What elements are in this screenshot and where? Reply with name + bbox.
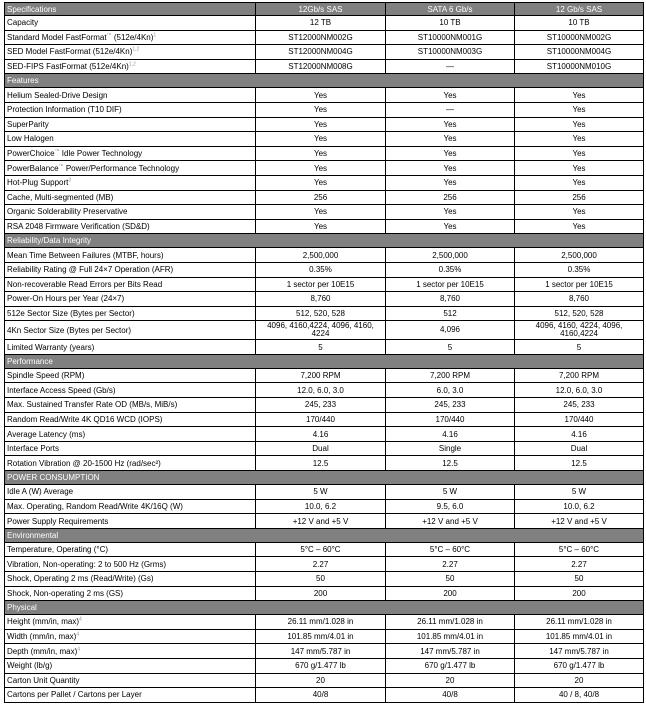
spec-value-col1: 0.35% [256, 262, 386, 277]
spec-label-cell [5, 219, 256, 234]
spec-value-col2: 20 [386, 673, 515, 688]
spec-label-cell [5, 615, 256, 630]
spec-value-col3: 147 mm/5.787 in [515, 644, 644, 659]
spec-label: Random Read/Write 4K QD16 WCD (IOPS) [7, 414, 163, 424]
spec-value-col1: Yes [256, 161, 386, 176]
spec-label: SED Model FastFormat (512e/4Kn) [7, 47, 133, 57]
spec-row-rotation-vibration-20-1500-hz-rad-sec [5, 456, 644, 471]
specifications-table [4, 2, 644, 703]
section-title: Reliability/Data Integrity [5, 234, 644, 248]
spec-value-col3: Dual [515, 441, 644, 456]
spec-label: Depth (mm/in, max) [7, 646, 78, 656]
spec-value-col2: 2,500,000 [386, 248, 515, 263]
spec-label-cell [5, 340, 256, 355]
spec-label-cell [5, 321, 256, 340]
spec-value-col3: 4096, 4160, 4224, 4096, 4160,4224 [515, 321, 644, 340]
spec-value-col2: 147 mm/5.787 in [386, 644, 515, 659]
header-specifications: Specifications [5, 3, 256, 16]
spec-value-col2: 256 [386, 190, 515, 205]
spec-value-col3: 245, 233 [515, 398, 644, 413]
spec-value-col1: Yes [256, 132, 386, 147]
spec-value-col1: 26.11 mm/1.028 in [256, 615, 386, 630]
spec-label: Max. Sustained Transfer Rate OD (MB/s, MiB/s) [7, 400, 178, 410]
spec-label-cell [5, 658, 256, 673]
spec-value-col3: 170/440 [515, 412, 644, 427]
spec-value-col2: 5 W [386, 485, 515, 500]
spec-value-col2: 4,096 [386, 321, 515, 340]
spec-value-col3: Yes [515, 88, 644, 103]
spec-value-col2: 5°C – 60°C [386, 542, 515, 557]
header-sata-6gbs: SATA 6 Gb/s [386, 3, 515, 16]
spec-value-col1: Dual [256, 441, 386, 456]
spec-value-col1: +12 V and +5 V [256, 514, 386, 529]
spec-value-col3: 200 [515, 586, 644, 601]
spec-value-col2: 8,760 [386, 292, 515, 307]
spec-value-col3: 12.5 [515, 456, 644, 471]
spec-value-col3: Yes [515, 102, 644, 117]
section-header-performance [5, 354, 644, 368]
spec-value-col1: 256 [256, 190, 386, 205]
spec-row-limited-warranty-years [5, 340, 644, 355]
spec-value-col2: 12.5 [386, 456, 515, 471]
spec-row-idle-a-w-average [5, 485, 644, 500]
spec-row-max-sustained-transfer-rate-od-mb-s-mib-s [5, 398, 644, 413]
spec-value-col1: 5°C – 60°C [256, 542, 386, 557]
spec-value-col2: ST10000NM001G [386, 30, 515, 45]
spec-value-col2: Yes [386, 205, 515, 220]
spec-label-cell [5, 586, 256, 601]
spec-label-cell [5, 248, 256, 263]
spec-label-cell [5, 45, 256, 60]
spec-value-col1: 7,200 RPM [256, 368, 386, 383]
spec-value-col3: 4.16 [515, 427, 644, 442]
spec-value-col1: 12.0, 6.0, 3.0 [256, 383, 386, 398]
spec-value-col2: 200 [386, 586, 515, 601]
spec-value-col1: 12.5 [256, 456, 386, 471]
spec-label: Cartons per Pallet / Cartons per Layer [7, 690, 142, 700]
spec-label: Power Supply Requirements [7, 516, 109, 526]
spec-label: SED-FIPS FastFormat (512e/4Kn) [7, 62, 129, 72]
spec-label: Power-On Hours per Year (24×7) [7, 294, 125, 304]
spec-row-width-mm-in-max [5, 629, 644, 644]
spec-value-col3: 1 sector per 10E15 [515, 277, 644, 292]
spec-label-cell [5, 277, 256, 292]
spec-value-col3: 10 TB [515, 16, 644, 31]
footnote-marker: 3 [68, 177, 72, 184]
spec-value-col1: 5 W [256, 485, 386, 500]
spec-value-col1: ST12000NM002G [256, 30, 386, 45]
spec-value-col2: Single [386, 441, 515, 456]
spec-label-suffix: (512e/4Kn) [111, 32, 154, 42]
header-12gbs-sas-10tb: 12 Gb/s SAS [515, 3, 644, 16]
spec-value-col2: 670 g/1.477 lb [386, 658, 515, 673]
spec-label: Protection Information (T10 DIF) [7, 105, 122, 115]
spec-label-cell [5, 262, 256, 277]
spec-row-protection-information-t10-dif [5, 102, 644, 117]
spec-row-hot-plug-support [5, 175, 644, 190]
section-title: Physical [5, 601, 644, 615]
spec-value-col1: 2,500,000 [256, 248, 386, 263]
spec-label-cell [5, 383, 256, 398]
spec-value-col2: 26.11 mm/1.028 in [386, 615, 515, 630]
spec-value-col3: 0.35% [515, 262, 644, 277]
spec-row-512e-sector-size-bytes-per-sector [5, 306, 644, 321]
spec-value-col2: 4.16 [386, 427, 515, 442]
spec-row-rsa-2048-firmware-verification-sd-d [5, 219, 644, 234]
spec-value-col2: 9.5, 6.0 [386, 499, 515, 514]
spec-row-power-supply-requirements [5, 514, 644, 529]
spec-row-mean-time-between-failures-mtbf-hours [5, 248, 644, 263]
spec-value-col1: Yes [256, 219, 386, 234]
spec-value-col1: 4.16 [256, 427, 386, 442]
spec-value-col1: 20 [256, 673, 386, 688]
spec-label: RSA 2048 Firmware Verification (SD&D) [7, 222, 150, 232]
spec-label: Shock, Operating 2 ms (Read/Write) (Gs) [7, 574, 154, 584]
spec-label: Interface Ports [7, 444, 60, 454]
spec-value-col3: 670 g/1.477 lb [515, 658, 644, 673]
section-header-reliability-data-integrity [5, 234, 644, 248]
spec-label-cell [5, 557, 256, 572]
spec-label: Helium Sealed-Drive Design [7, 90, 108, 100]
spec-value-col3: 40 / 8, 40/8 [515, 688, 644, 703]
footnote-marker: 1,2 [128, 61, 136, 68]
spec-row-height-mm-in-max [5, 615, 644, 630]
spec-value-col3: 101.85 mm/4.01 in [515, 629, 644, 644]
spec-label-cell [5, 427, 256, 442]
spec-label: Shock, Non-operating 2 ms (GS) [7, 588, 124, 598]
spec-value-col1: 50 [256, 572, 386, 587]
spec-label: PowerBalance [7, 163, 59, 173]
spec-value-col2: 7,200 RPM [386, 368, 515, 383]
spec-value-col2: Yes [386, 161, 515, 176]
spec-value-col1: 670 g/1.477 lb [256, 658, 386, 673]
spec-label: Interface Access Speed (Gb/s) [7, 385, 116, 395]
spec-row-depth-mm-in-max [5, 644, 644, 659]
spec-label: Reliability Rating @ Full 24×7 Operation (AFR) [7, 265, 174, 275]
spec-value-col3: Yes [515, 205, 644, 220]
spec-label: Width (mm/in, max) [7, 632, 77, 642]
spec-label-cell [5, 117, 256, 132]
spec-value-col3: 20 [515, 673, 644, 688]
spec-row-power-on-hours-per-year-24-7 [5, 292, 644, 307]
spec-label: Low Halogen [7, 134, 54, 144]
table-header-row [5, 3, 644, 16]
spec-row-powerbalance [5, 161, 644, 176]
spec-value-col1: 12 TB [256, 16, 386, 31]
spec-value-col3: 50 [515, 572, 644, 587]
spec-value-col1: Yes [256, 175, 386, 190]
spec-label: Capacity [7, 18, 39, 28]
spec-value-col2: 6.0, 3.0 [386, 383, 515, 398]
spec-label: Average Latency (ms) [7, 429, 86, 439]
spec-label-cell [5, 205, 256, 220]
spec-label-cell [5, 629, 256, 644]
footnote-marker: 4 [79, 616, 82, 623]
spec-value-col2: — [386, 59, 515, 74]
spec-value-col2: Yes [386, 175, 515, 190]
spec-row-shock-operating-2-ms-read-write-gs [5, 572, 644, 587]
section-title: POWER CONSUMPTION [5, 471, 644, 485]
spec-value-col3: Yes [515, 132, 644, 147]
spec-row-temperature-operating-c [5, 542, 644, 557]
spec-label-cell [5, 292, 256, 307]
spec-label-cell [5, 485, 256, 500]
spec-label-cell [5, 542, 256, 557]
spec-value-col2: Yes [386, 219, 515, 234]
spec-row-max-operating-random-read-write-4k-16q-w [5, 499, 644, 514]
spec-label: 4Kn Sector Size (Bytes per Sector) [7, 325, 132, 335]
spec-label-cell [5, 456, 256, 471]
spec-label-cell [5, 572, 256, 587]
spec-value-col1: 245, 233 [256, 398, 386, 413]
spec-row-sed-model-fastformat-512e-4kn [5, 45, 644, 60]
spec-value-col1: ST12000NM004G [256, 45, 386, 60]
spec-label: Organic Solderability Preservative [7, 207, 128, 217]
spec-label-suffix: Idle Power Technology [59, 149, 143, 159]
spec-label-cell [5, 190, 256, 205]
spec-label: Carton Unit Quantity [7, 675, 80, 685]
spec-value-col1: Yes [256, 146, 386, 161]
section-header-physical [5, 601, 644, 615]
spec-value-col2: Yes [386, 117, 515, 132]
spec-value-col3: Yes [515, 146, 644, 161]
spec-value-col2: 50 [386, 572, 515, 587]
spec-row-low-halogen [5, 132, 644, 147]
spec-value-col3: 5 W [515, 485, 644, 500]
spec-label: 512e Sector Size (Bytes per Sector) [7, 308, 135, 318]
spec-value-col2: +12 V and +5 V [386, 514, 515, 529]
spec-value-col3: +12 V and +5 V [515, 514, 644, 529]
spec-value-col3: Yes [515, 161, 644, 176]
section-header-features [5, 74, 644, 88]
spec-value-col3: 7,200 RPM [515, 368, 644, 383]
spec-value-col3: Yes [515, 175, 644, 190]
spec-label: Hot-Plug Support [7, 178, 69, 188]
spec-label-cell [5, 514, 256, 529]
spec-value-col1: 101.85 mm/4.01 in [256, 629, 386, 644]
spec-value-col2: 512 [386, 306, 515, 321]
spec-value-col2: 101.85 mm/4.01 in [386, 629, 515, 644]
spec-value-col1: Yes [256, 102, 386, 117]
spec-label-cell [5, 499, 256, 514]
spec-row-shock-non-operating-2-ms-gs [5, 586, 644, 601]
spec-value-col1: 10.0, 6.2 [256, 499, 386, 514]
spec-label-cell [5, 59, 256, 74]
spec-label-cell [5, 688, 256, 703]
spec-value-col3: ST10000NM010G [515, 59, 644, 74]
spec-label-cell [5, 16, 256, 31]
spec-value-col1: 8,760 [256, 292, 386, 307]
section-header-power-consumption [5, 471, 644, 485]
spec-value-col1: 40/8 [256, 688, 386, 703]
spec-label: Max. Operating, Random Read/Write 4K/16Q (W) [7, 501, 183, 511]
spec-value-col3: 5°C – 60°C [515, 542, 644, 557]
spec-label: Idle A (W) Average [7, 487, 74, 497]
footnote-marker: 4 [77, 646, 81, 653]
spec-label: Height (mm/in, max) [7, 617, 80, 627]
spec-label-cell [5, 398, 256, 413]
spec-label-cell [5, 146, 256, 161]
spec-label: Temperature, Operating (°C) [7, 545, 109, 555]
section-header-environmental [5, 528, 644, 542]
spec-label: Limited Warranty (years) [7, 342, 95, 352]
spec-value-col1: 170/440 [256, 412, 386, 427]
spec-value-col2: Yes [386, 146, 515, 161]
spec-row-non-recoverable-read-errors-per-bits-read [5, 277, 644, 292]
spec-value-col3: Yes [515, 219, 644, 234]
spec-label-cell [5, 175, 256, 190]
spec-value-col2: Yes [386, 88, 515, 103]
spec-value-col2: 245, 233 [386, 398, 515, 413]
spec-value-col2: 0.35% [386, 262, 515, 277]
section-title: Environmental [5, 528, 644, 542]
spec-value-col3: ST10000NM002G [515, 30, 644, 45]
spec-value-col2: — [386, 102, 515, 117]
section-title: Features [5, 74, 644, 88]
spec-value-col3: 12.0, 6.0, 3.0 [515, 383, 644, 398]
specifications-table-body [5, 3, 644, 703]
spec-value-col1: 200 [256, 586, 386, 601]
spec-row-helium-sealed-drive-design [5, 88, 644, 103]
spec-label-cell [5, 88, 256, 103]
spec-value-col2: 40/8 [386, 688, 515, 703]
spec-value-col1: ST12000NM008G [256, 59, 386, 74]
spec-value-col1: 5 [256, 340, 386, 355]
footnote-marker: 1,2 [132, 46, 140, 53]
spec-label: Cache, Multi-segmented (MB) [7, 192, 114, 202]
spec-label: PowerChoice [7, 149, 55, 159]
spec-value-col3: 8,760 [515, 292, 644, 307]
spec-label-cell [5, 161, 256, 176]
spec-row-interface-ports [5, 441, 644, 456]
spec-value-col3: 256 [515, 190, 644, 205]
spec-label-cell [5, 412, 256, 427]
spec-label-cell [5, 132, 256, 147]
spec-value-col2: 10 TB [386, 16, 515, 31]
spec-value-col1: 1 sector per 10E15 [256, 277, 386, 292]
header-12gbs-sas-12tb: 12Gb/s SAS [256, 3, 386, 16]
spec-label: Non-recoverable Read Errors per Bits Read [7, 279, 163, 289]
spec-label-cell [5, 644, 256, 659]
spec-label-cell [5, 673, 256, 688]
spec-value-col1: Yes [256, 205, 386, 220]
spec-label-cell [5, 306, 256, 321]
spec-label: SuperParity [7, 119, 49, 129]
spec-label-cell [5, 368, 256, 383]
spec-value-col1: Yes [256, 88, 386, 103]
spec-row-superparity [5, 117, 644, 132]
spec-value-col3: 10.0, 6.2 [515, 499, 644, 514]
spec-label: Rotation Vibration @ 20-1500 Hz (rad/sec²) [7, 458, 161, 468]
spec-value-col1: 4096, 4160,4224, 4096, 4160, 4224 [256, 321, 386, 340]
spec-row-spindle-speed-rpm [5, 368, 644, 383]
spec-value-col3: 5 [515, 340, 644, 355]
footnote-marker: ™ [54, 148, 60, 155]
spec-value-col1: 512, 520, 528 [256, 306, 386, 321]
spec-value-col2: ST10000NM003G [386, 45, 515, 60]
spec-value-col1: 2.27 [256, 557, 386, 572]
spec-label: Weight (lb/g) [7, 661, 53, 671]
spec-label: Mean Time Between Failures (MTBF, hours) [7, 250, 164, 260]
spec-row-reliability-rating-full-24-7-operation-afr [5, 262, 644, 277]
spec-row-random-read-write-4k-qd16-wcd-iops [5, 412, 644, 427]
spec-value-col1: Yes [256, 117, 386, 132]
spec-value-col1: 147 mm/5.787 in [256, 644, 386, 659]
spec-row-capacity [5, 16, 644, 31]
spec-value-col2: 2.27 [386, 557, 515, 572]
footnote-marker: ™ [106, 32, 112, 39]
spec-value-col3: 2.27 [515, 557, 644, 572]
spec-value-col3: 2,500,000 [515, 248, 644, 263]
spec-row-sed-fips-fastformat-512e-4kn [5, 59, 644, 74]
spec-row-average-latency-ms [5, 427, 644, 442]
footnote-marker: 1 [153, 32, 157, 39]
spec-row-organic-solderability-preservative [5, 205, 644, 220]
spec-value-col2: 1 sector per 10E15 [386, 277, 515, 292]
spec-row-standard-model-fastformat [5, 30, 644, 45]
spec-label-suffix: Power/Performance Technology [63, 163, 180, 173]
spec-row-weight-lb-g [5, 658, 644, 673]
spec-value-col3: Yes [515, 117, 644, 132]
footnote-marker: 4 [76, 631, 80, 638]
spec-label: Spindle Speed (RPM) [7, 371, 85, 381]
section-title: Performance [5, 354, 644, 368]
spec-row-powerchoice [5, 146, 644, 161]
spec-row-4kn-sector-size-bytes-per-sector [5, 321, 644, 340]
spec-label-cell [5, 441, 256, 456]
spec-label: Standard Model FastFormat [7, 32, 107, 42]
spec-row-carton-unit-quantity [5, 673, 644, 688]
spec-value-col3: 26.11 mm/1.028 in [515, 615, 644, 630]
spec-label-cell [5, 102, 256, 117]
spec-row-cache-multi-segmented-mb [5, 190, 644, 205]
spec-row-cartons-per-pallet-cartons-per-layer [5, 688, 644, 703]
spec-row-interface-access-speed-gb-s [5, 383, 644, 398]
spec-value-col3: ST10000NM004G [515, 45, 644, 60]
spec-label: Vibration, Non-operating: 2 to 500 Hz (Grms) [7, 559, 167, 569]
spec-value-col3: 512, 520, 528 [515, 306, 644, 321]
spec-label-cell [5, 30, 256, 45]
spec-value-col2: 170/440 [386, 412, 515, 427]
footnote-marker: ™ [58, 162, 64, 169]
spec-value-col2: 5 [386, 340, 515, 355]
spec-row-vibration-non-operating-2-to-500-hz-grms [5, 557, 644, 572]
spec-value-col2: Yes [386, 132, 515, 147]
